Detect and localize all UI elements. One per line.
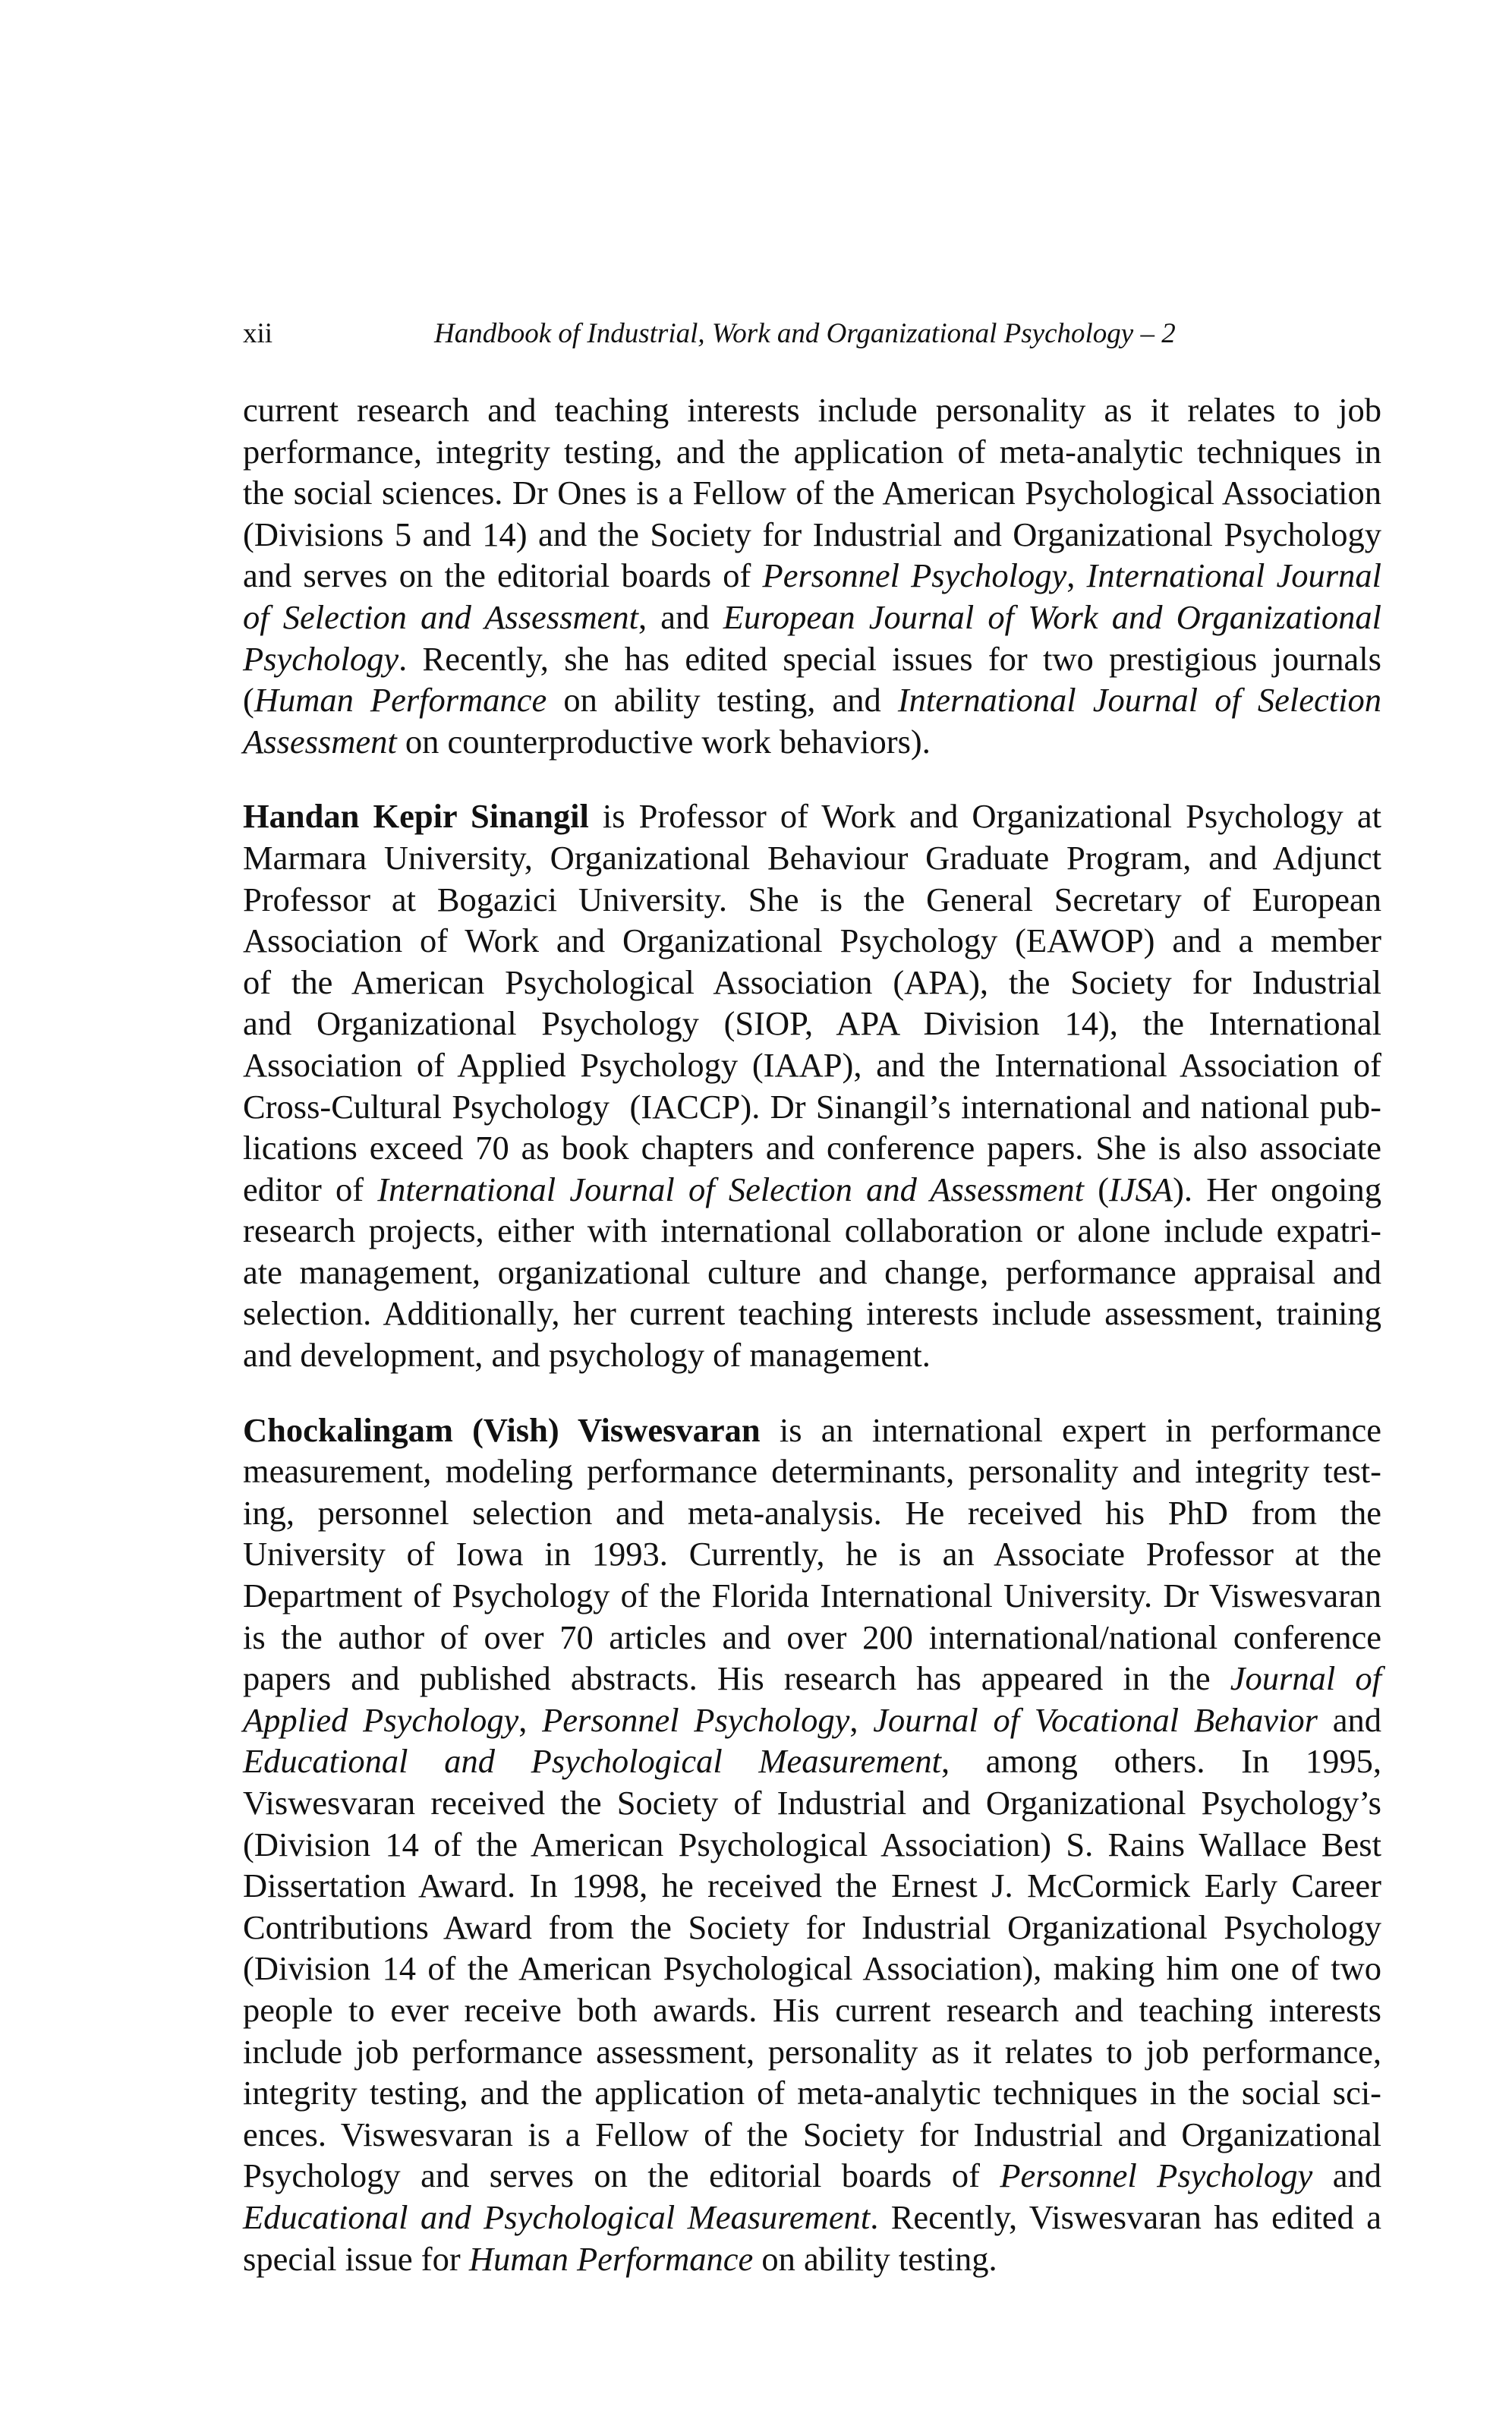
italic-title: Educational and Psychological Measurement <box>243 2197 871 2236</box>
text-line <box>243 879 1381 921</box>
italic-title: International Journal of Selection and Assessment <box>377 1170 1084 1208</box>
text-line <box>243 1169 1381 1211</box>
text-run: is Professor of Work and Organizational Psychology at <box>588 797 1382 836</box>
italic-title: Human Performance <box>468 2239 754 2278</box>
text-run: and Organizational Psychology (SIOP, APA Division 14), the International <box>243 1004 1381 1043</box>
text-run: , <box>518 1700 543 1739</box>
text-run: ( <box>1084 1170 1110 1208</box>
text-line <box>243 2114 1381 2156</box>
text-line <box>243 389 1381 431</box>
text-line <box>243 431 1381 473</box>
text-run: research projects, either with international collaboration or alone include expatri- <box>243 1211 1381 1250</box>
text-run: on ability testing. <box>753 2239 997 2278</box>
italic-title: Applied Psychology <box>243 1700 519 1739</box>
text-run: is the author of over 70 articles and over 200 international/national conference <box>243 1618 1381 1656</box>
text-line <box>243 721 1381 763</box>
text-run: , and <box>638 597 723 636</box>
text-run: people to ever receive both awards. His current research and teaching interests <box>243 1990 1381 2029</box>
text-run: is an international expert in performance <box>760 1410 1381 1449</box>
text-run: University of Iowa in 1993. Currently, he is an Associate Professor at the <box>243 1535 1381 1573</box>
text-run: and development, and psychology of management. <box>243 1336 931 1375</box>
text-line <box>243 1740 1381 1782</box>
text-run: ing, personnel selection and meta-analysis. He received his PhD from the <box>243 1493 1381 1532</box>
text-run: include job performance assessment, personality as it relates to job performance, <box>243 2032 1381 2071</box>
text-line <box>243 1044 1381 1086</box>
text-line <box>243 962 1381 1003</box>
text-line <box>243 514 1381 556</box>
text-run: lications exceed 70 as book chapters and conference papers. She is also associate <box>243 1129 1381 1167</box>
text-line <box>243 1782 1381 1824</box>
text-line <box>243 920 1381 962</box>
text-run: Contributions Award from the Society for Industrial Organizational Psychology <box>243 1907 1381 1946</box>
text-run: Dissertation Award. In 1998, he received the Ernest J. McCormick Early Career <box>243 1866 1381 1905</box>
text-run: Department of Psychology of the Florida International University. Dr Viswesvaran <box>243 1577 1381 1615</box>
text-line <box>243 1575 1381 1617</box>
italic-title: Personnel Psychology <box>1000 2156 1313 2195</box>
text-line <box>243 1699 1381 1741</box>
italic-title: Psychology <box>243 639 399 678</box>
text-line <box>243 1252 1381 1293</box>
text-run: special issue for <box>243 2239 469 2278</box>
text-line <box>243 1210 1381 1252</box>
text-line <box>243 1658 1381 1699</box>
italic-title: Educational and Psychological Measurement <box>243 1742 941 1781</box>
text-line <box>243 1086 1381 1128</box>
text-line <box>243 1410 1381 1451</box>
text-run: on counterproductive work behaviors). <box>396 722 931 761</box>
text-run: current research and teaching interests include personality as it relates to job <box>243 391 1381 429</box>
text-line <box>243 2155 1381 2197</box>
paragraph-sinangil-bio <box>243 795 1381 1375</box>
text-run: , among others. In 1995, <box>940 1742 1381 1781</box>
paragraph-ones-continued <box>243 389 1381 762</box>
text-run: ences. Viswesvaran is a Fellow of the Society for Industrial and Organizational <box>243 2115 1381 2153</box>
text-run: Association of Work and Organizational Psychology (EAWOP) and a member <box>243 921 1381 960</box>
text-run: and <box>1312 2156 1381 2195</box>
text-run: the social sciences. Dr Ones is a Fellow of the American Psychological Association <box>243 474 1381 512</box>
text-line <box>243 472 1381 514</box>
text-run: of the American Psychological Association (APA), the Society for Industrial <box>243 962 1381 1001</box>
text-line <box>243 1533 1381 1575</box>
text-line <box>243 2031 1381 2073</box>
text-line <box>243 1948 1381 1989</box>
running-head <box>243 315 1381 353</box>
italic-title: of Selection and Assessment <box>243 597 638 636</box>
text-run: performance, integrity testing, and the application of meta-analytic techniques in <box>243 432 1381 471</box>
text-line <box>243 795 1381 837</box>
person-name: Handan Kepir Sinangil <box>243 797 589 836</box>
text-run: Association of Applied Psychology (IAAP), and the International Association of <box>243 1045 1381 1084</box>
text-line <box>243 1865 1381 1907</box>
text-run: . Recently, she has edited special issues for two prestigious journals <box>398 639 1381 678</box>
text-line <box>243 1003 1381 1044</box>
text-run: on ability testing, and <box>547 681 898 720</box>
text-line <box>243 2197 1381 2238</box>
text-line <box>243 555 1381 597</box>
person-name: Chockalingam (Vish) Viswesvaran <box>243 1410 761 1449</box>
text-run: Professor at Bogazici University. She is the General Secretary of European <box>243 880 1381 918</box>
text-line <box>243 1907 1381 1948</box>
text-line <box>243 1617 1381 1659</box>
italic-title: Journal of <box>1230 1659 1381 1698</box>
text-line <box>243 2072 1381 2114</box>
text-run: and <box>1318 1700 1381 1739</box>
text-run: (Divisions 5 and 14) and the Society for Industrial and Organizational Psychology <box>243 515 1381 553</box>
text-run: measurement, modeling performance determinants, personality and integrity test- <box>243 1452 1381 1491</box>
text-line <box>243 1492 1381 1534</box>
paragraph-viswesvaran-bio <box>243 1410 1381 2279</box>
text-run: . Recently, Viswesvaran has edited a <box>870 2197 1381 2236</box>
text-line <box>243 679 1381 721</box>
page-number: xii <box>243 318 273 349</box>
text-run: ( <box>243 681 254 720</box>
text-run: , <box>849 1700 874 1739</box>
text-line <box>243 2238 1381 2280</box>
text-line <box>243 1824 1381 1866</box>
italic-title: IJSA <box>1109 1170 1173 1208</box>
text-run: ate management, organizational culture and change, performance appraisal and <box>243 1252 1381 1291</box>
text-line <box>243 1989 1381 2031</box>
text-run: (Division 14 of the American Psychological Association), making him one of two <box>243 1949 1381 1988</box>
italic-title: Personnel Psychology <box>542 1700 850 1739</box>
text-line <box>243 837 1381 879</box>
text-run: Psychology and serves on the editorial boards of <box>243 2156 1000 2195</box>
italic-title: Assessment <box>243 722 397 761</box>
text-run: (Division 14 of the American Psychological Association) S. Rains Wallace Best <box>243 1825 1381 1863</box>
text-run: ). Her ongoing <box>1173 1170 1382 1208</box>
body-text <box>243 389 1381 2279</box>
text-run: Cross-Cultural Psychology (IACCP). Dr Sinangil’s international and national pub- <box>243 1087 1381 1126</box>
text-run: selection. Additionally, her current teaching interests include assessment, training <box>243 1294 1381 1333</box>
text-run: Marmara University, Organizational Behaviour Graduate Program, and Adjunct <box>243 838 1381 877</box>
text-run: papers and published abstracts. His research has appeared in the <box>243 1659 1230 1698</box>
text-run: editor of <box>243 1170 378 1208</box>
italic-title: European Journal of Work and Organizational <box>723 597 1381 636</box>
text-line <box>243 597 1381 638</box>
text-line <box>243 638 1381 680</box>
book-title: Handbook of Industrial, Work and Organizational Psychology – 2 <box>434 318 1176 349</box>
italic-title: Journal of Vocational Behavior <box>873 1700 1318 1739</box>
text-line <box>243 1451 1381 1492</box>
text-run: integrity testing, and the application of meta-analytic techniques in the social sci- <box>243 2074 1381 2112</box>
text-line <box>243 1293 1381 1334</box>
text-line <box>243 1127 1381 1169</box>
italic-title: Human Performance <box>254 681 547 720</box>
italic-title: International Journal of Selection <box>897 681 1381 720</box>
text-line <box>243 1334 1381 1376</box>
text-run: , <box>1066 556 1087 595</box>
italic-title: Personnel Psychology <box>762 556 1067 595</box>
text-run: and serves on the editorial boards of <box>243 556 763 595</box>
italic-title: International Journal <box>1086 556 1381 595</box>
text-run: Viswesvaran received the Society of Industrial and Organizational Psychology’s <box>243 1784 1381 1822</box>
